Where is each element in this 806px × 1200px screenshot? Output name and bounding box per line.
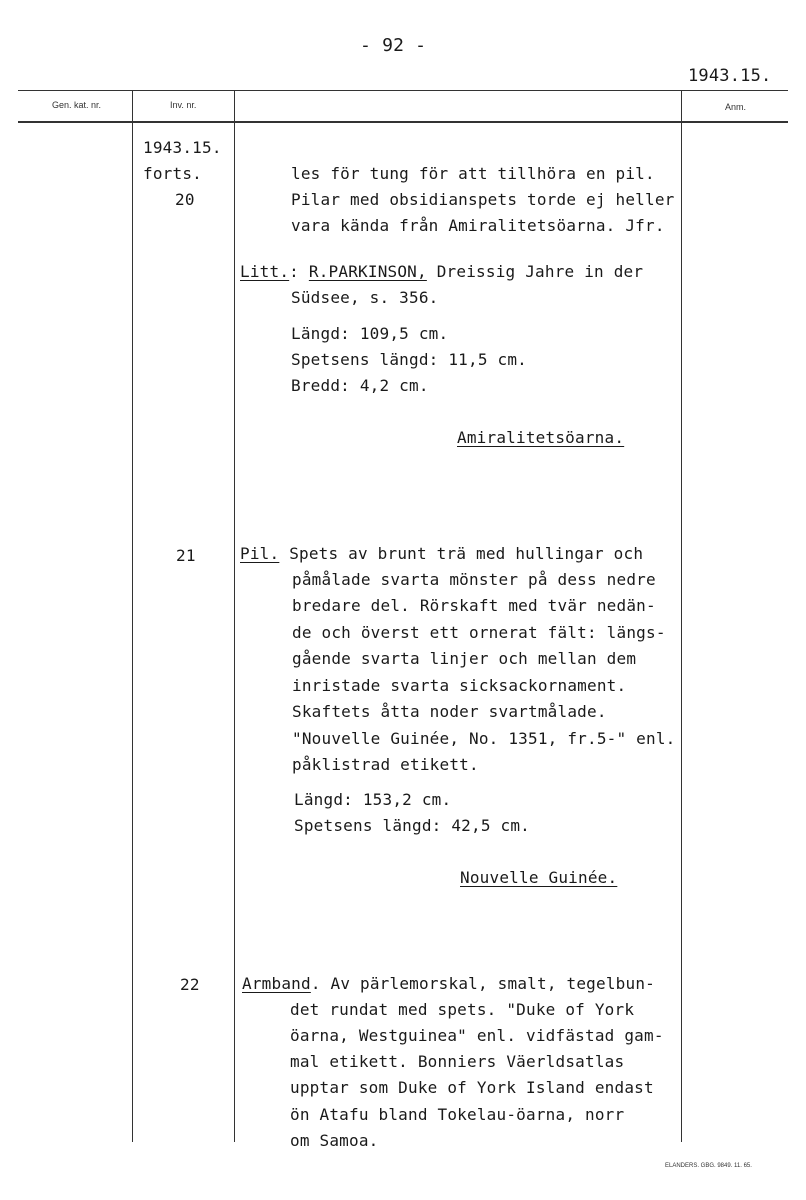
entry20-literature <box>240 262 643 282</box>
litt-title-continued: Südsee, s. 356. <box>291 288 439 307</box>
entry21-label: Pil. <box>240 544 280 563</box>
column-divider-1 <box>132 90 133 1142</box>
entry21-line-6: inristade svarta sicksackornament. <box>292 676 627 695</box>
record-number-top: 1943.15. <box>688 66 772 86</box>
entry20-line-3: vara kända från Amiralitetsöarna. Jfr. <box>291 216 665 235</box>
form-top-rule <box>18 90 788 91</box>
column-divider-3 <box>681 90 682 1142</box>
column-header-anm: Anm. <box>725 102 747 112</box>
entry22-label: Armband <box>242 974 311 993</box>
entry21-line-9: påklistrad etikett. <box>292 755 479 774</box>
entry22-line-6: ön Atafu bland Tokelau-öarna, norr <box>290 1105 625 1124</box>
entry21-line-4: de och överst ett ornerat fält: längs- <box>292 623 666 642</box>
entry21-line-3: bredare del. Rörskaft med tvär nedän- <box>292 596 656 615</box>
entry21-line-2: påmålade svarta mönster på dess nedre <box>292 570 656 589</box>
item-number-21: 21 <box>176 546 196 565</box>
printer-mark: ELANDERS. GBG. 9849. 11. 65. <box>665 1163 752 1169</box>
entry22-line-4: mal etikett. Bonniers Väerldsatlas <box>290 1052 625 1071</box>
entry22-line-1: . Av pärlemorskal, smalt, tegelbun- <box>310 974 655 993</box>
entry22-line-3: öarna, Westguinea" enl. vidfästad gam- <box>290 1026 664 1045</box>
entry20-location: Amiralitetsöarna. <box>457 428 625 447</box>
entry20-measure-1: Längd: 109,5 cm. <box>291 324 449 343</box>
litt-title: Dreissig Jahre in der <box>436 262 644 281</box>
entry20-line-1: les för tung för att tillhöra en pil. <box>291 164 655 183</box>
entry20-measure-3: Bredd: 4,2 cm. <box>291 376 429 395</box>
item-number-22: 22 <box>180 975 200 994</box>
entry20-measure-2: Spetsens längd: 11,5 cm. <box>291 350 527 369</box>
item-number-20: 20 <box>175 190 195 209</box>
record-number: 1943.15. <box>143 138 222 157</box>
entry21-location: Nouvelle Guinée. <box>460 868 618 887</box>
entry20-line-2: Pilar med obsidianspets torde ej heller <box>291 190 675 209</box>
entry21-first-line <box>240 544 643 564</box>
litt-label: Litt. <box>240 262 290 281</box>
entry21-line-1: Spets av brunt trä med hullingar och <box>289 544 644 563</box>
entry22-line-7: om Samoa. <box>290 1131 379 1150</box>
litt-author: R.PARKINSON, <box>308 262 427 281</box>
entry22-line-5: upptar som Duke of York Island endast <box>290 1078 654 1097</box>
entry22-first-line <box>242 974 655 994</box>
page-number: - 92 - <box>360 35 427 56</box>
forts-label: forts. <box>143 164 202 183</box>
column-header-inv-nr: Inv. nr. <box>170 100 197 110</box>
column-divider-2 <box>234 90 235 1142</box>
form-header-rule <box>18 121 788 123</box>
entry22-line-2: det rundat med spets. "Duke of York <box>290 1000 635 1019</box>
litt-separator: : <box>289 262 300 281</box>
entry21-measure-2: Spetsens längd: 42,5 cm. <box>294 816 530 835</box>
entry21-line-8: "Nouvelle Guinée, No. 1351, fr.5-" enl. <box>292 729 676 748</box>
column-header-gen-kat-nr: Gen. kat. nr. <box>52 100 102 110</box>
entry21-line-5: gående svarta linjer och mellan dem <box>292 649 637 668</box>
entry21-line-7: Skaftets åtta noder svartmålade. <box>292 702 607 721</box>
entry21-measure-1: Längd: 153,2 cm. <box>294 790 452 809</box>
